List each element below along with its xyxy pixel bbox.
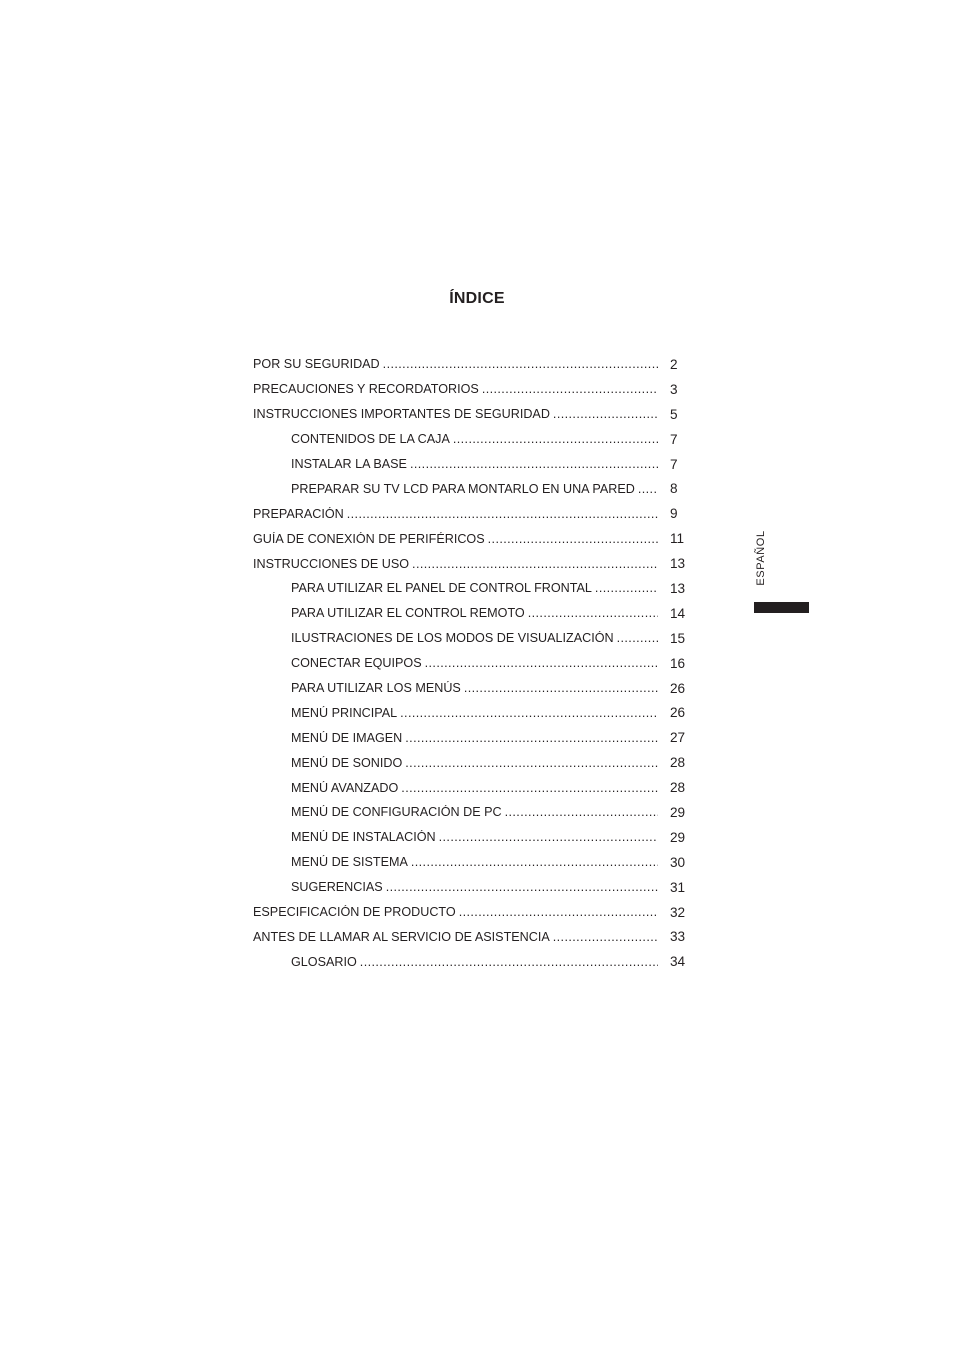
toc-entry-page: 7 (670, 456, 678, 472)
toc-entry[interactable] (253, 700, 693, 725)
toc-entry-page: 11 (670, 531, 685, 547)
toc-entry-text (291, 955, 658, 969)
table-of-contents (253, 352, 693, 974)
toc-entry-page: 16 (670, 655, 686, 671)
toc-entry-label: MENÚ DE SISTEMA (291, 855, 408, 870)
toc-entry[interactable] (253, 377, 693, 402)
toc-entry-text (291, 631, 658, 645)
toc-entry-text (253, 930, 658, 944)
toc-entry[interactable] (253, 924, 693, 949)
toc-entry-text (291, 457, 658, 471)
toc-entry[interactable] (253, 651, 693, 676)
toc-entry-page: 34 (670, 954, 686, 970)
toc-entry[interactable] (253, 875, 693, 900)
toc-entry-label: SUGERENCIAS (291, 880, 383, 895)
toc-entry-text (291, 781, 658, 795)
toc-entry-page: 26 (670, 680, 686, 696)
toc-entry-label: ANTES DE LLAMAR AL SERVICIO DE ASISTENCIA (253, 929, 550, 944)
toc-dot-leader (528, 606, 658, 620)
toc-entry-text (253, 407, 658, 421)
toc-entry-text (291, 656, 658, 670)
toc-dot-leader (383, 357, 658, 371)
toc-entry-page: 9 (670, 506, 678, 522)
toc-dot-leader (405, 731, 658, 745)
toc-entry-label: PARA UTILIZAR LOS MENÚS (291, 681, 461, 696)
toc-entry[interactable] (253, 825, 693, 850)
toc-entry-label: PARA UTILIZAR EL CONTROL REMOTO (291, 606, 525, 621)
toc-entry-text (253, 507, 658, 521)
toc-dot-leader (425, 656, 658, 670)
toc-entry[interactable] (253, 476, 693, 501)
toc-entry-label: PREPARAR SU TV LCD PARA MONTARLO EN UNA PARED (291, 481, 635, 496)
toc-entry[interactable] (253, 352, 693, 377)
toc-dot-leader (405, 756, 658, 770)
toc-entry[interactable] (253, 576, 693, 601)
toc-entry-text (253, 382, 658, 396)
toc-dot-leader (401, 781, 658, 795)
toc-entry-label: INSTRUCCIONES DE USO (253, 556, 410, 571)
toc-entry-text (291, 432, 658, 446)
toc-entry-label: CONTENIDOS DE LA CAJA (291, 432, 450, 447)
toc-entry-page: 31 (670, 879, 686, 895)
toc-entry-label: MENÚ DE IMAGEN (291, 730, 403, 745)
toc-dot-leader (386, 880, 658, 894)
toc-dot-leader (347, 507, 658, 521)
toc-entry-label: INSTRUCCIONES IMPORTANTES DE SEGURIDAD (253, 407, 550, 422)
toc-entry-label: PRECAUCIONES Y RECORDATORIOS (253, 382, 479, 397)
toc-entry-label: ESPECIFICACIÓN DE PRODUCTO (253, 905, 456, 920)
toc-dot-leader (595, 581, 658, 595)
toc-entry-text (291, 880, 658, 894)
toc-entry-page: 5 (670, 406, 678, 422)
toc-entry-page: 28 (670, 755, 686, 771)
toc-entry[interactable] (253, 402, 693, 427)
toc-entry[interactable] (253, 526, 693, 551)
language-tab-marker (754, 602, 809, 613)
toc-dot-leader (638, 482, 658, 496)
toc-entry-page: 15 (670, 630, 686, 646)
toc-dot-leader (439, 830, 658, 844)
toc-dot-leader (360, 955, 658, 969)
toc-entry-label: GLOSARIO (291, 954, 357, 969)
toc-entry-text (291, 830, 658, 844)
toc-entry-page: 14 (670, 605, 686, 621)
toc-dot-leader (482, 382, 658, 396)
toc-entry-label: PREPARACIÓN (253, 506, 344, 521)
toc-dot-leader (505, 805, 658, 819)
toc-entry-label: MENÚ PRINCIPAL (291, 705, 398, 720)
toc-dot-leader (459, 905, 658, 919)
toc-dot-leader (453, 432, 658, 446)
toc-dot-leader (400, 706, 658, 720)
toc-entry[interactable] (253, 949, 693, 974)
toc-entry-label: POR SU SEGURIDAD (253, 357, 380, 372)
toc-entry[interactable] (253, 427, 693, 452)
toc-entry-page: 26 (670, 705, 686, 721)
toc-entry-label: PARA UTILIZAR EL PANEL DE CONTROL FRONTAL (291, 581, 592, 596)
toc-entry-text (291, 706, 658, 720)
toc-entry[interactable] (253, 900, 693, 925)
toc-entry-label: MENÚ AVANZADO (291, 780, 399, 795)
toc-dot-leader (412, 557, 658, 571)
toc-entry-label: ILUSTRACIONES DE LOS MODOS DE VISUALIZACIÓN (291, 631, 614, 646)
toc-entry-text (291, 855, 658, 869)
language-label: ESPAÑOL (755, 530, 767, 586)
toc-entry[interactable] (253, 850, 693, 875)
toc-dot-leader (553, 407, 658, 421)
toc-entry[interactable] (253, 452, 693, 477)
toc-entry[interactable] (253, 501, 693, 526)
toc-entry[interactable] (253, 601, 693, 626)
toc-entry[interactable] (253, 750, 693, 775)
toc-dot-leader (411, 855, 658, 869)
toc-entry[interactable] (253, 626, 693, 651)
toc-dot-leader (617, 631, 658, 645)
toc-entry-page: 32 (670, 904, 686, 920)
toc-entry-page: 13 (670, 580, 686, 596)
toc-dot-leader (553, 930, 658, 944)
toc-entry-text (291, 805, 658, 819)
toc-entry-text (291, 756, 658, 770)
toc-entry-label: INSTALAR LA BASE (291, 457, 407, 471)
toc-entry-text (291, 482, 658, 496)
toc-entry-page: 3 (670, 381, 678, 397)
toc-entry[interactable] (253, 775, 693, 800)
toc-entry-page: 33 (670, 929, 686, 945)
toc-entry-text (253, 532, 658, 546)
toc-entry-page: 29 (670, 829, 686, 845)
toc-entry-text (253, 357, 658, 371)
toc-entry-text (291, 606, 658, 620)
toc-entry-label: MENÚ DE INSTALACIÓN (291, 830, 436, 845)
toc-entry-page: 13 (670, 556, 686, 572)
toc-dot-leader (488, 532, 658, 546)
page-title: ÍNDICE (449, 290, 505, 307)
toc-entry-page: 2 (670, 356, 678, 372)
toc-entry-page: 29 (670, 804, 686, 820)
toc-entry[interactable] (253, 551, 693, 576)
toc-entry-text (291, 581, 658, 595)
toc-entry-text (253, 557, 658, 571)
toc-entry-text (253, 905, 658, 919)
toc-entry-text (291, 681, 658, 695)
toc-entry-page: 30 (670, 854, 686, 870)
toc-dot-leader (410, 457, 658, 471)
toc-entry-label: MENÚ DE SONIDO (291, 755, 403, 770)
toc-entry[interactable] (253, 800, 693, 825)
toc-entry-label: MENÚ DE CONFIGURACIÓN DE PC (291, 805, 502, 820)
toc-entry-label: GUÍA DE CONEXIÓN DE PERIFÉRICOS (253, 531, 485, 546)
toc-entry[interactable] (253, 676, 693, 701)
toc-dot-leader (464, 681, 658, 695)
toc-entry-page: 7 (670, 431, 678, 447)
toc-entry-page: 8 (670, 481, 678, 497)
toc-entry-page: 28 (670, 780, 686, 796)
toc-entry[interactable] (253, 725, 693, 750)
toc-entry-label: CONECTAR EQUIPOS (291, 656, 422, 671)
toc-entry-text (291, 731, 658, 745)
toc-entry-page: 27 (670, 730, 686, 746)
